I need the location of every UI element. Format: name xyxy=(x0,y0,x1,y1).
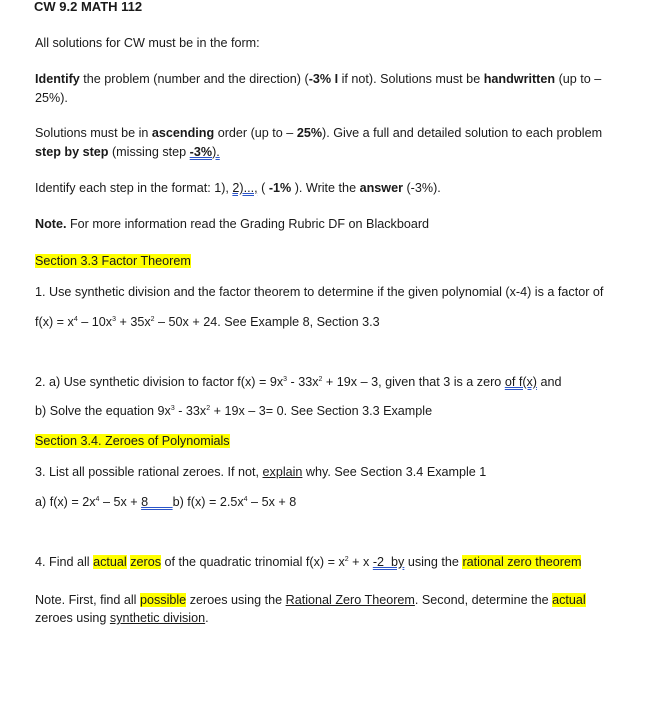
section-heading-3-4: Section 3.4. Zeroes of Polynomials xyxy=(35,434,230,448)
question-3-parts: a) $f(x) = 2x^4 - 5x + 8$ b) $f(x) = 2.5x^4 - 5x + 8$ xyxy=(35,495,297,509)
intro-text: All solutions for CW must be in the form: xyxy=(35,36,260,50)
note-zeroes-cont: zeroes using synthetic division. xyxy=(35,611,209,625)
note-zeroes: Note. First, find all possible zeroes using the Rational Zero Theorem. Second, determine the actual xyxy=(35,593,586,607)
document-title: CW 9.2 MATH 112 xyxy=(34,0,143,14)
rule-identify-cont: 25%). xyxy=(35,91,68,105)
note-rubric: Note. For more information read the Grading Rubric DF on Blackboard xyxy=(35,217,430,231)
rule-identify: Identify the problem (number and the direction) (-3% I if not). Solutions must be handwritten (up to – xyxy=(35,72,602,86)
question-2b: b) Solve the equation $9x^3 - 33x^2 + 19x - 3= 0$. See Section 3.3 Example xyxy=(35,404,433,418)
rule-order: Solutions must be in ascending order (up to – 25%). Give a full and detailed solution to each problem xyxy=(35,126,603,140)
section-heading-3-3: Section 3.3 Factor Theorem xyxy=(35,254,191,268)
question-1-polynomial: $f(x) = x^4 - 10x^3 + 35x^2 - 50x + 24$. See Example 8, Section 3.3 xyxy=(35,315,380,329)
question-3: 3. List all possible rational zeroes. If not, explain why. See Section 3.4 Example 1 xyxy=(35,465,487,479)
rule-format: Identify each step in the format: 1), 2)..., ( -1% ). Write the answer (-3%). xyxy=(35,181,441,195)
question-2a: 2. a) Use synthetic division to factor $f(x) = 9x^3 - 33x^2 + 19x - 3$, given that 3 is a zero of f(x) and xyxy=(35,375,562,389)
question-4: 4. Find all actual zeros of the quadratic trinomial $f(x) = x^2 + x$ -2 by using the rational zero theorem xyxy=(35,555,582,569)
question-1: 1. Use synthetic division and the factor theorem to determine if the given polynomial (x-4) is a factor of xyxy=(35,285,604,299)
rule-order-cont: step by step (missing step -3%). xyxy=(35,145,220,159)
